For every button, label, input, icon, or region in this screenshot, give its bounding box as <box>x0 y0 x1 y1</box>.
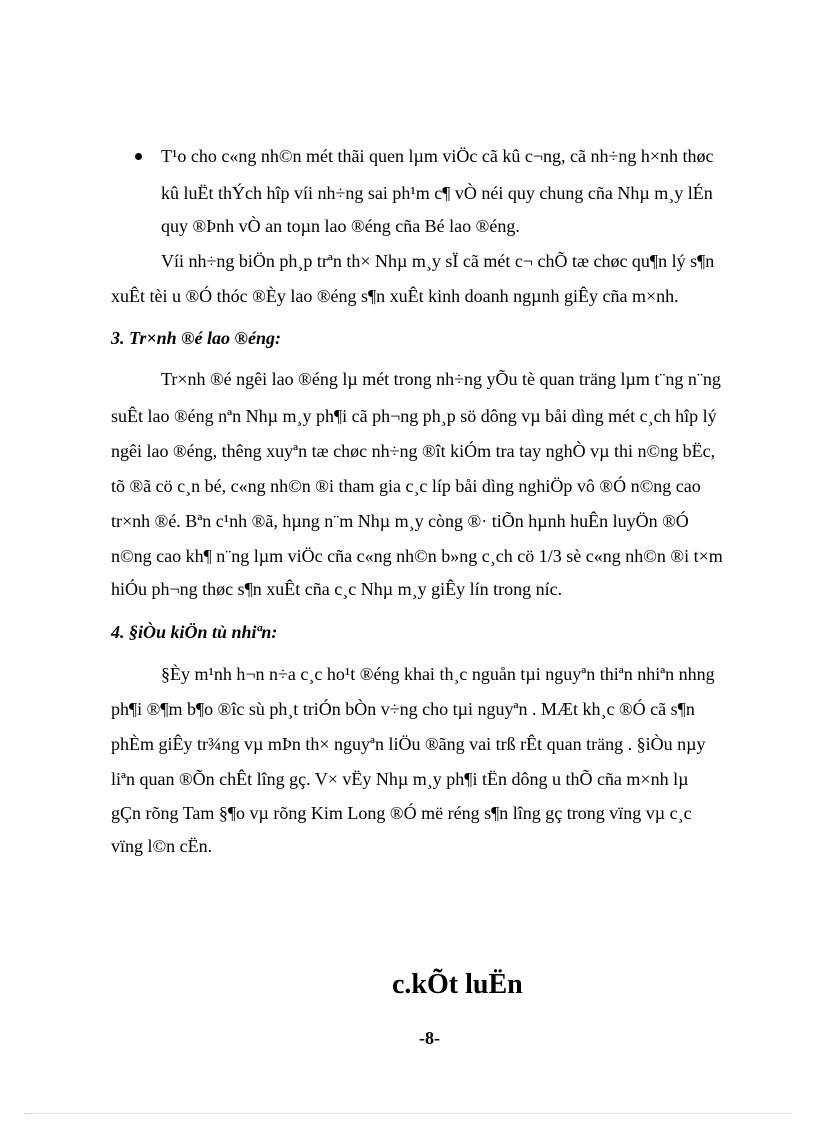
section-heading-3: 3. Tr×nh ®é lao ®éng: <box>111 328 281 348</box>
bullet-icon <box>135 153 142 160</box>
paragraph-2-line-3: ngêi lao ®éng, thêng xuyªn tæ chøc nh÷ng ®ît kiÓm tra tay nghÒ vµ thi n©ng bËc, <box>111 441 716 461</box>
paragraph-3-line-5: gÇn rõng Tam §¶o vµ rõng Kim Long ®Ó më réng s¶n lîng gç trong vïng vµ c¸c <box>111 803 692 823</box>
bullet-line-3: quy ®Þnh vÒ an toµn lao ®éng cña Bé lao ®éng. <box>161 216 520 236</box>
bullet-line-2: kû luËt thÝch hîp víi nh÷ng sai ph¹m c¶ vÒ néi quy chung cña Nhµ m¸y lÉn <box>161 183 713 203</box>
paragraph-2-line-6: n©ng cao kh¶ n¨ng lµm viÖc cña c«ng nh©n b»ng c¸ch cö 1/3 sè c«ng nh©n ®i t×m <box>111 546 723 566</box>
paragraph-3-line-1: §Èy m¹nh h¬n n÷a c¸c ho¹t ®éng khai th¸c nguån tµi nguyªn thiªn nhiªn nhng <box>161 664 715 684</box>
conclusion-title: c.kÕt luËn <box>392 969 523 1000</box>
page-number: -8- <box>419 1028 440 1048</box>
paragraph-2-line-1: Tr×nh ®é ngêi lao ®éng lµ mét trong nh÷ng yÕu tè quan träng lµm t¨ng n¨ng <box>161 369 721 389</box>
paragraph-2-line-4: tõ ®ã cö c¸n bé, c«ng nh©n ®i tham gia c¸c líp båi dìng nghiÖp vô ®Ó n©ng cao <box>111 476 701 496</box>
paragraph-2-line-2: suÊt lao ®éng nªn Nhµ m¸y ph¶i cã ph¬ng ph¸p sö dông vµ båi dìng mét c¸ch hîp lý <box>111 406 717 426</box>
paragraph-1-line-2: xuÊt tèi u ®Ó thóc ®Èy lao ®éng s¶n xuÊt kinh doanh ngµnh giÊy cña m×nh. <box>111 286 679 306</box>
section-heading-4: 4. §iÒu kiÖn tù nhiªn: <box>111 622 278 642</box>
page-bottom-divider <box>24 1113 792 1114</box>
paragraph-3-line-2: ph¶i ®¶m b¶o ®îc sù ph¸t triÓn bÒn v÷ng cho tµi nguyªn . MÆt kh¸c ®Ó cã s¶n <box>111 699 695 719</box>
paragraph-1-line-1: Víi nh÷ng biÖn ph¸p trªn th× Nhµ m¸y sÏ cã mét c¬ chÕ tæ chøc qu¶n lý s¶n <box>161 251 715 271</box>
bullet-line-1: T¹o cho c«ng nh©n mét thãi quen lµm viÖc cã kû c¬ng, cã nh÷ng h×nh thøc <box>161 146 714 166</box>
paragraph-2-line-7: hiÓu ph¬ng thøc s¶n xuÊt cña c¸c Nhµ m¸y giÊy lín trong níc. <box>111 579 563 599</box>
paragraph-2-line-5: tr×nh ®é. Bªn c¹nh ®ã, hµng n¨m Nhµ m¸y còng ®· tiÕn hµnh huÊn luyÖn ®Ó <box>111 511 689 531</box>
paragraph-3-line-4: liªn quan ®Õn chÊt lîng gç. V× vËy Nhµ m¸y ph¶i tËn dông u thÕ cña m×nh lµ <box>111 769 689 789</box>
paragraph-3-line-3: phÈm giÊy tr¾ng vµ mÞn th× nguyªn liÖu ®ãng vai trß rÊt quan träng . §iÒu nµy <box>111 734 706 754</box>
paragraph-3-line-6: vïng l©n cËn. <box>111 836 213 856</box>
